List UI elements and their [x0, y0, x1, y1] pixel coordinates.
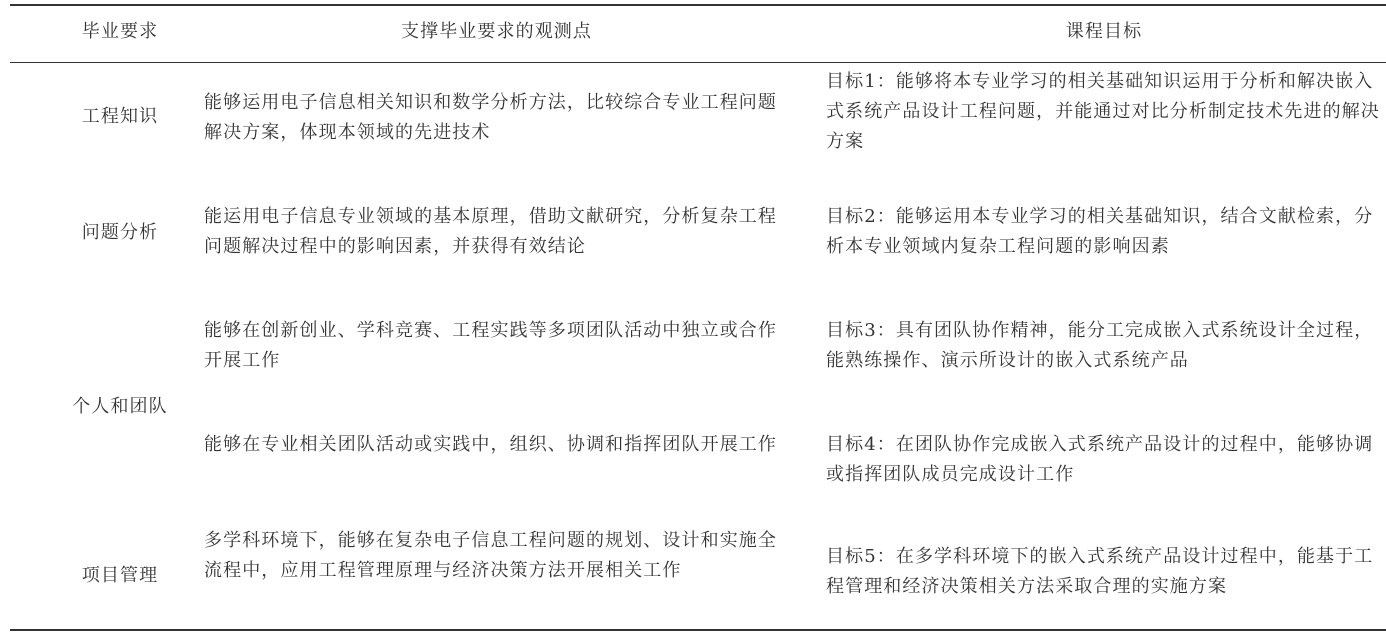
row-5-objective: 目标5：在多学科环境下的嵌入式系统产品设计过程中，能基于工程管理和经济决策相关方法采取合理的实施方案 [826, 546, 1374, 597]
header-observation: 支撑毕业要求的观测点 [401, 21, 592, 42]
row-5-observation: 多学科环境下，能够在复杂电子信息工程问题的规划、设计和实施全流程中，应用工程管理原理与经济决策方法开展相关工作 [204, 530, 777, 581]
header-rule [10, 62, 1386, 63]
header-requirement: 毕业要求 [81, 21, 159, 42]
row-2-objective: 目标2：能够运用本专业学习的相关基础知识，结合文献检索，分析本专业领域内复杂工程问题的影响因素 [826, 206, 1374, 257]
row-1-observation: 能够运用电子信息相关知识和数学分析方法，比较综合专业工程问题解决方案，体现本领域的先进技术 [204, 92, 777, 143]
row-1-objective: 目标1：能够将本专业学习的相关基础知识运用于分析和解决嵌入式系统产品设计工程问题，并能通过对比分析制定技术先进的解决方案 [826, 71, 1380, 152]
row-5-requirement: 项目管理 [81, 565, 159, 586]
row-2-observation: 能运用电子信息专业领域的基本原理，借助文献研究，分析复杂工程问题解决过程中的影响因素，并获得有效结论 [204, 206, 777, 257]
bottom-rule [10, 629, 1386, 631]
header-objective: 课程目标 [1065, 21, 1143, 42]
row-3-objective: 目标3：具有团队协作精神，能分工完成嵌入式系统设计全过程，能熟练操作、演示所设计的嵌入式系统产品 [826, 320, 1374, 371]
row-4-objective: 目标4：在团队协作完成嵌入式系统产品设计的过程中，能够协调或指挥团队成员完成设计工作 [826, 434, 1374, 485]
top-rule [10, 4, 1386, 6]
row-1-requirement: 工程知识 [81, 106, 159, 127]
row-3-requirement: 个人和团队 [72, 396, 168, 417]
row-2-requirement: 问题分析 [81, 222, 159, 243]
row-4-observation: 能够在专业相关团队活动或实践中，组织、协调和指挥团队开展工作 [204, 434, 777, 455]
row-3-observation: 能够在创新创业、学科竞赛、工程实践等多项团队活动中独立或合作开展工作 [204, 320, 777, 371]
